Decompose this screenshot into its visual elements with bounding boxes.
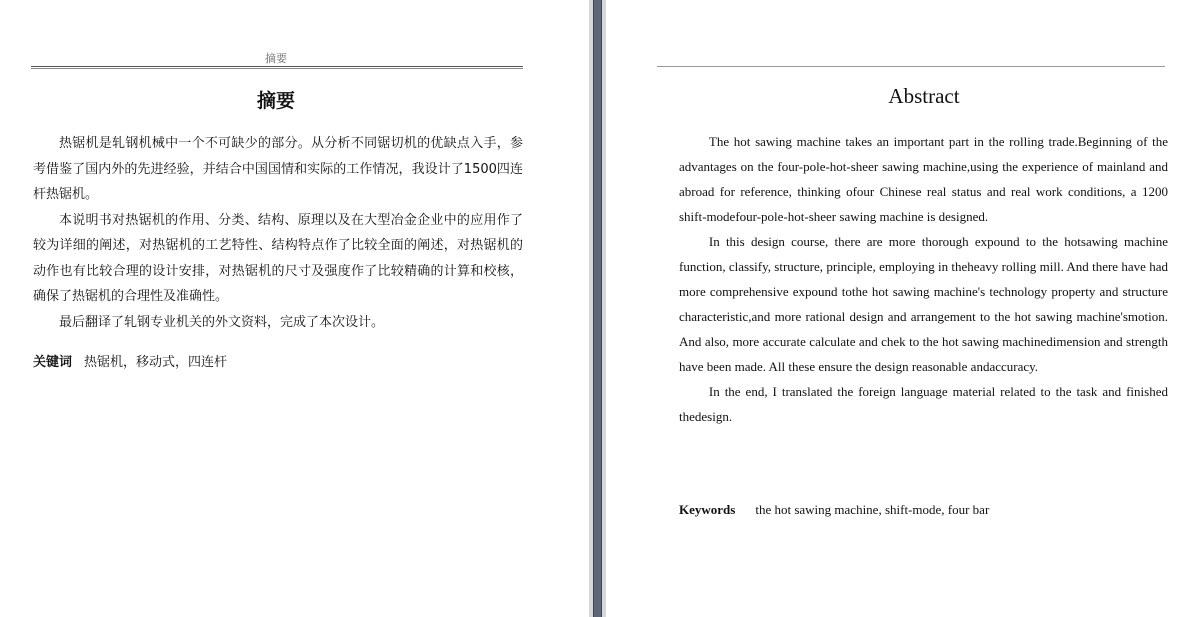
header-rule (31, 66, 523, 69)
abstract-body-english (679, 129, 1168, 429)
keywords-label: 关键词 (33, 355, 73, 370)
keywords-chinese (33, 351, 523, 370)
paragraph-2: 本说明书对热锯机的作用、分类、结构、原理以及在大型冶金企业中的应用作了较为详细的阐述，对热锯机的工艺特性、结构特点作了比较全面的阐述，对热锯机的动作也有比较合理的设计安排，对热锯机的尺寸及强度作了比较精确的计算和校核，确保了热锯机的合理性及准确性。 (33, 212, 523, 304)
page-title-chinese: 摘要 (256, 90, 295, 112)
header-rule (657, 66, 1165, 67)
running-header: 摘要 (265, 52, 287, 65)
paragraph-1: 热锯机是轧钢机械中一个不可缺少的部分。从分析不同锯切机的优缺点入手，参考借鉴了国内外的先进经验，并结合中国国情和实际的工作情况，我设计了1500四连杆热锯机。 (33, 136, 523, 202)
page-chinese-abstract (0, 0, 589, 617)
paragraph-3: 最后翻译了轧钢专业机关的外文资料，完成了本次设计。 (59, 314, 385, 330)
page-title-english: Abstract (888, 84, 960, 108)
abstract-body-chinese (33, 131, 523, 335)
page-separator (589, 0, 606, 617)
keywords-label: Keywords (679, 502, 736, 517)
paragraph-2: In this design course, there are more thorough expound to the hotsawing machine function, classify, structure, principle, employing in theheavy rolling mill. And there have had more comprehensive expound tothe hot sawing machine's technology property and structure characteristic,and more rational design and arrangement to the hot sawing machine'smotion. And also, more accurate calculate and chek to the hot sawing machinedimension and strength have been made. All these ensure the design reasonable andaccuracy. (679, 234, 1168, 374)
keywords-value: 热锯机，移动式，四连杆 (84, 355, 228, 370)
paragraph-1: The hot sawing machine takes an important part in the rolling trade.Beginning of the advantages on the four-pole-hot-sheer sawing machine,using the experience of mainland and abroad for reference, thinking ofour Chinese real status and real work conditions, a 1200 shift-modefour-pole-hot-sheer sawing machine is designed. (679, 134, 1168, 224)
keywords-value: the hot sawing machine, shift-mode, four bar (755, 502, 990, 517)
keywords-english (679, 502, 1168, 518)
page-divider-bar (593, 0, 602, 617)
page-english-abstract (606, 0, 1200, 617)
paragraph-3: In the end, I translated the foreign language material related to the task and finished thedesign. (679, 384, 1168, 424)
